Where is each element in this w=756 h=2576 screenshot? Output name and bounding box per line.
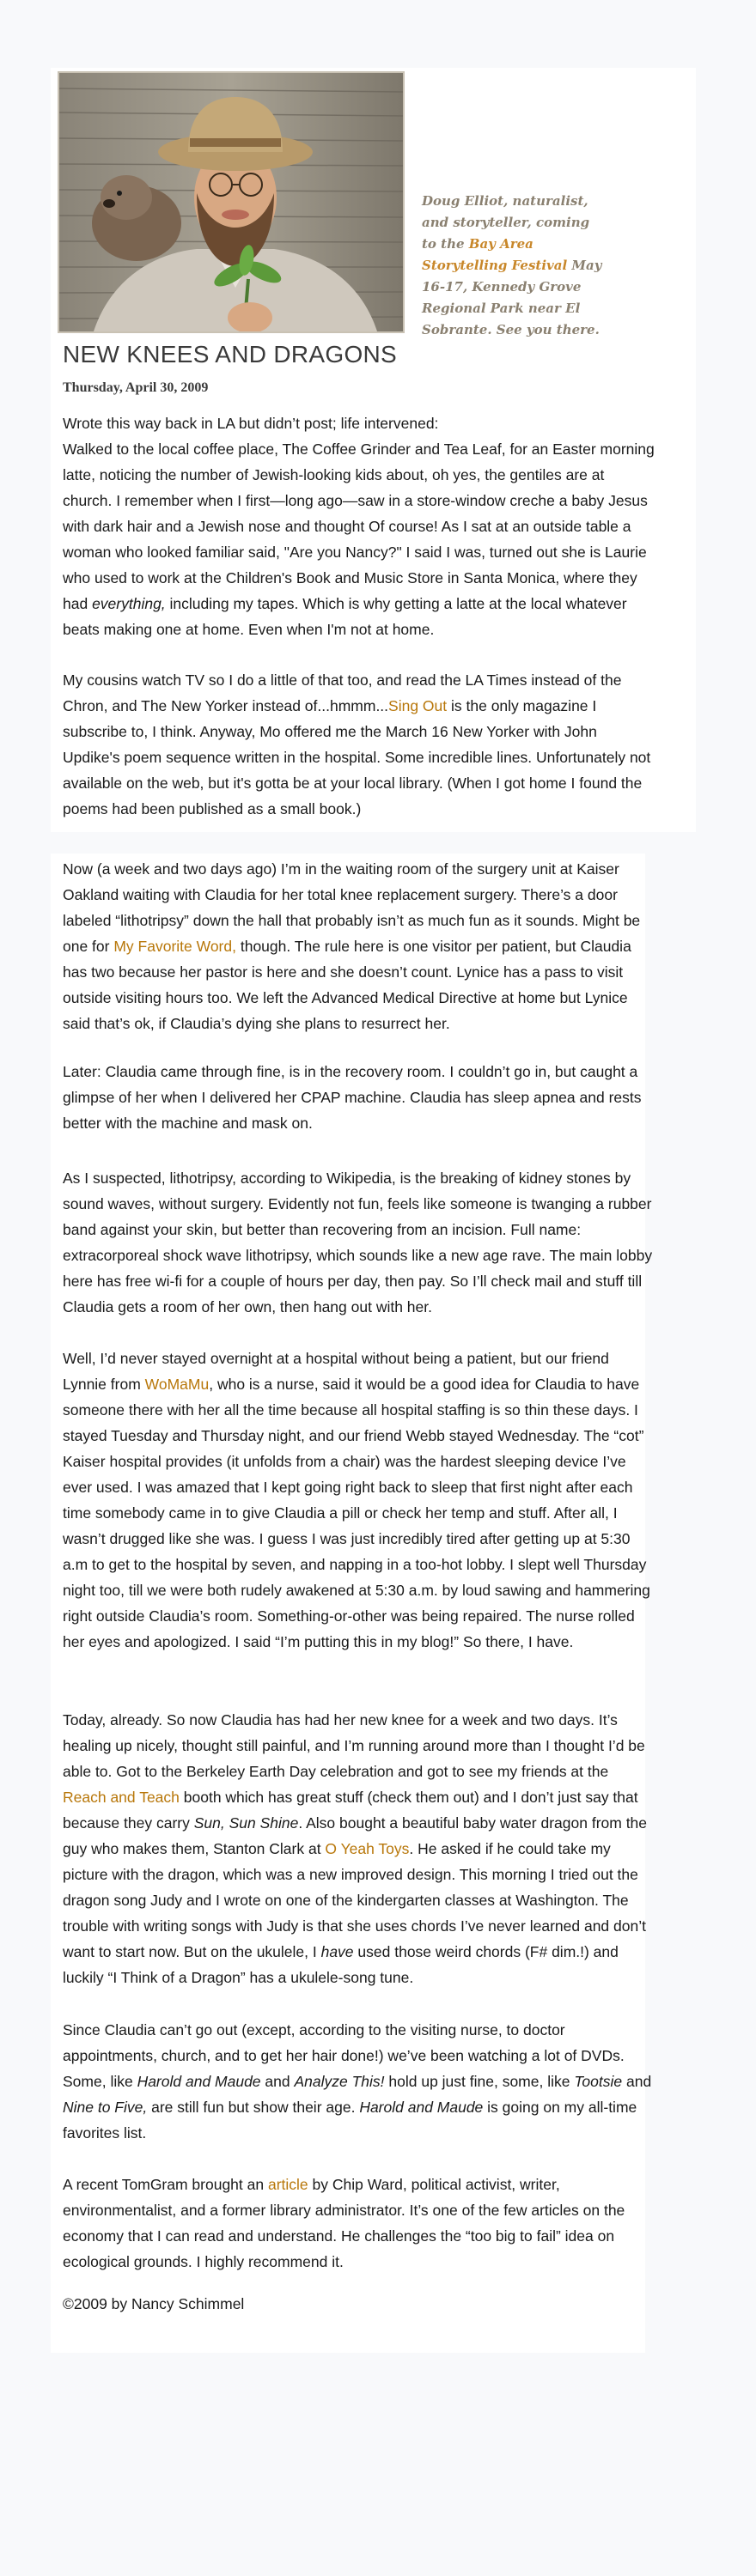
paragraph-3 (63, 856, 647, 1036)
paragraph-9 (63, 2172, 655, 2275)
paragraph-7-text: Today, already. So now Claudia has had her new knee for a week and two days. It’s healing up nicely, thought still painful, and I’m running around more than I thought I’d be able to. Got to the Berkeley Earth Day celebration and got to see my friends at the (63, 1711, 645, 1780)
paragraph-4: Later: Claudia came through fine, is in the recovery room. I couldn’t go in, but caught a glimpse of her when I delivered her CPAP machine. Claudia has sleep apnea and rests better with the machine and mask on. (63, 1063, 642, 1132)
sing-out-link[interactable]: Sing Out (388, 697, 448, 714)
paragraph-7-emphasis-2: have (320, 1943, 354, 1960)
storytelling-festival-link[interactable]: Bay Area Storytelling Festival (422, 236, 568, 273)
paragraph-6-text: Well, I’d never stayed overnight at a hospital without being a patient, but our friend Lynnie from (63, 1350, 609, 1393)
o-yeah-toys-link[interactable]: O Yeah Toys (325, 1840, 410, 1857)
paragraph-1-emphasis: everything, (92, 595, 166, 612)
paragraph-3-text: Now (a week and two days ago) I’m in the waiting room of the surgery unit at Kaiser Oakland waiting with Claudia for her total knee replacement surgery. There’s a door labeled “lithotripsy” down the hall that probably isn’t as much fun as it sounds. Might be one for (63, 860, 641, 955)
paragraph-2-text: My cousins watch TV so I do a little of that too, and read the LA Times instead of the Chron, and The New Yorker instead of...hmmm... (63, 671, 622, 714)
article-link[interactable]: article (267, 2176, 308, 2193)
caption-text-end: May 16-17, Kennedy Grove Regional Park near El Sobrante. See you there. (422, 258, 602, 337)
paragraph-5: As I suspected, lithotripsy, according to Wikipedia, is the breaking of kidney stones by sound waves, without surgery. Evidently not fun, feels like someone is twanging a rubber band against your skin, but better than recovering from an incision. Full name: extracorporeal shock wave lithotripsy, which sounds like a new age rave. The main lobby here has free wi-fi for a couple of hours per day, then pay. So I’ll check mail and stuff till Claudia gets a room of her own, then hang out with her. (63, 1170, 653, 1315)
womamu-link[interactable]: WoMaMu (144, 1376, 210, 1393)
header-photo (58, 71, 405, 333)
paragraph-7-text-d: . He asked if he could take my picture with the dragon, which was a new improved design. This morning I tried out the dragon song Judy and I wrote on one of the kindergarten classes at Washington. The trouble with writing songs with Judy is that she uses chords I’ve never learned and don’t want to start now. But on the ukulele, I (63, 1840, 646, 1960)
paragraph-1-text-end: including my tapes. Which is why getting a latte at the local whatever beats making one at home. Even when I'm not at home. (63, 595, 627, 638)
paragraph-8-emphasis-5: Harold and Maude (359, 2099, 484, 2116)
paragraph-8-text-d: and (622, 2073, 652, 2090)
paragraph-8-text-c: hold up just fine, some, like (384, 2073, 575, 2090)
paragraph-7-emphasis: Sun, Sun Shine (193, 1814, 299, 1832)
paragraph-8-text: Since Claudia can’t go out (except, according to the visiting nurse, to doctor appointments, church, and to get her hair done!) we’ve been watching a lot of DVDs. Some, like (63, 2021, 625, 2090)
paragraph-3-text-end: though. The rule here is one visitor per patient, but Claudia has two because her pastor is here and she doesn’t count. Lynice has a pass to visit outside visiting hours too. We left the Advanced Medical Directive at home but Lynice said that’s ok, if Claudia’s dying she plans to resurrect her. (63, 938, 631, 1032)
photo-caption (422, 191, 602, 341)
paragraph-8-emphasis-1: Harold and Maude (137, 2073, 261, 2090)
paragraph-2 (63, 667, 655, 822)
caption-text: Doug Elliot, naturalist, and storyteller, coming to the (422, 193, 590, 252)
paragraph-9-text-end: by Chip Ward, political activist, writer, environmentalist, and a former library administrator. It’s one of the few articles on the economy that I can read and understand. He challenges the “too big to fail” idea on ecological grounds. I highly recommend it. (63, 2176, 625, 2270)
my-favorite-word-link[interactable]: My Favorite Word, (113, 938, 236, 955)
paragraph-8-text-e: are still fun but show their age. (147, 2099, 360, 2116)
paragraph-1-intro: Wrote this way back in LA but didn’t post; life intervened: (63, 415, 439, 432)
paragraph-8-text-b: and (260, 2073, 295, 2090)
paragraph-8-emphasis-2: Analyze This! (294, 2073, 385, 2090)
paragraph-8-emphasis-3: Tootsie (574, 2073, 623, 2090)
paragraph-7-text-b: booth which has great stuff (check them out) and I don’t just say that because they carry (63, 1789, 638, 1832)
paragraph-6 (63, 1346, 655, 1655)
paragraph-1-text: Walked to the local coffee place, The Coffee Grinder and Tea Leaf, for an Easter morning latte, noticing the number of Jewish-looking kids about, oh yes, the gentiles are at church. I remember when I first—long ago—saw in a store-window creche a baby Jesus with dark hair and a Jewish nose and thought Of course! As I sat at an outside table a woman who looked familiar said, "Are you Nancy?" I said I was, turned out she is Laurie who used to work at the Children's Book and Music Store in Santa Monica, where they had (63, 440, 655, 612)
paragraph-7-text-end: used those weird chords (F# dim.!) and luckily “I Think of a Dragon” has a ukulele-song tune. (63, 1943, 619, 1986)
paragraph-8-text-end: is going on my all-time favorites list. (63, 2099, 637, 2142)
copyright: ©2009 by Nancy Schimmel (63, 2295, 245, 2312)
paragraph-7 (63, 1707, 655, 1990)
paragraph-6-text-end: , who is a nurse, said it would be a good idea for Claudia to have someone there with her all the time because all hospital staffing is so thin these days. I stayed Tuesday and Thursday night, and our friend Webb stayed Wednesday. The “cot” Kaiser hospital provides (it unfolds from a chair) was the hardest sleeping device I’ve ever used. I was amazed that I kept going right back to sleep that first night after each time somebody came in to give Claudia a pill or check her temp and stuff. After all, I wasn’t drugged like she was. I guess I was just incredibly tired after getting up at 5:30 a.m to get to the hospital by seven, and napping in a too-hot lobby. I slept well Thursday night too, till we were both rudely awakened at 5:30 a.m. by loud sawing and hammering right outside Claudia’s room. Something-or-other was being repaired. The nurse rolled her eyes and apologized. I said “I’m putting this in my blog!” So there, I have. (63, 1376, 650, 1650)
post-title: NEW KNEES AND DRAGONS (63, 341, 398, 368)
post-date: Thursday, April 30, 2009 (63, 380, 209, 395)
paragraph-7-text-c: . Also bought a beautiful baby water dragon from the guy who makes them, Stanton Clark at (63, 1814, 648, 1857)
paragraph-8-emphasis-4: Nine to Five, (63, 2099, 148, 2116)
paragraph-9-text: A recent TomGram brought an (63, 2176, 268, 2193)
paragraph-2-text-end: is the only magazine I subscribe to, I think. Anyway, Mo offered me the March 16 New Yorker with John Updike's poem sequence written in the hospital. Some incredible lines. Unfortunately not available on the web, but it's gotta be at your local library. (When I got home I found the poems had been published as a small book.) (63, 697, 651, 817)
paragraph-1 (63, 410, 655, 642)
reach-and-teach-link[interactable]: Reach and Teach (63, 1789, 180, 1806)
paragraph-8 (63, 2017, 655, 2146)
